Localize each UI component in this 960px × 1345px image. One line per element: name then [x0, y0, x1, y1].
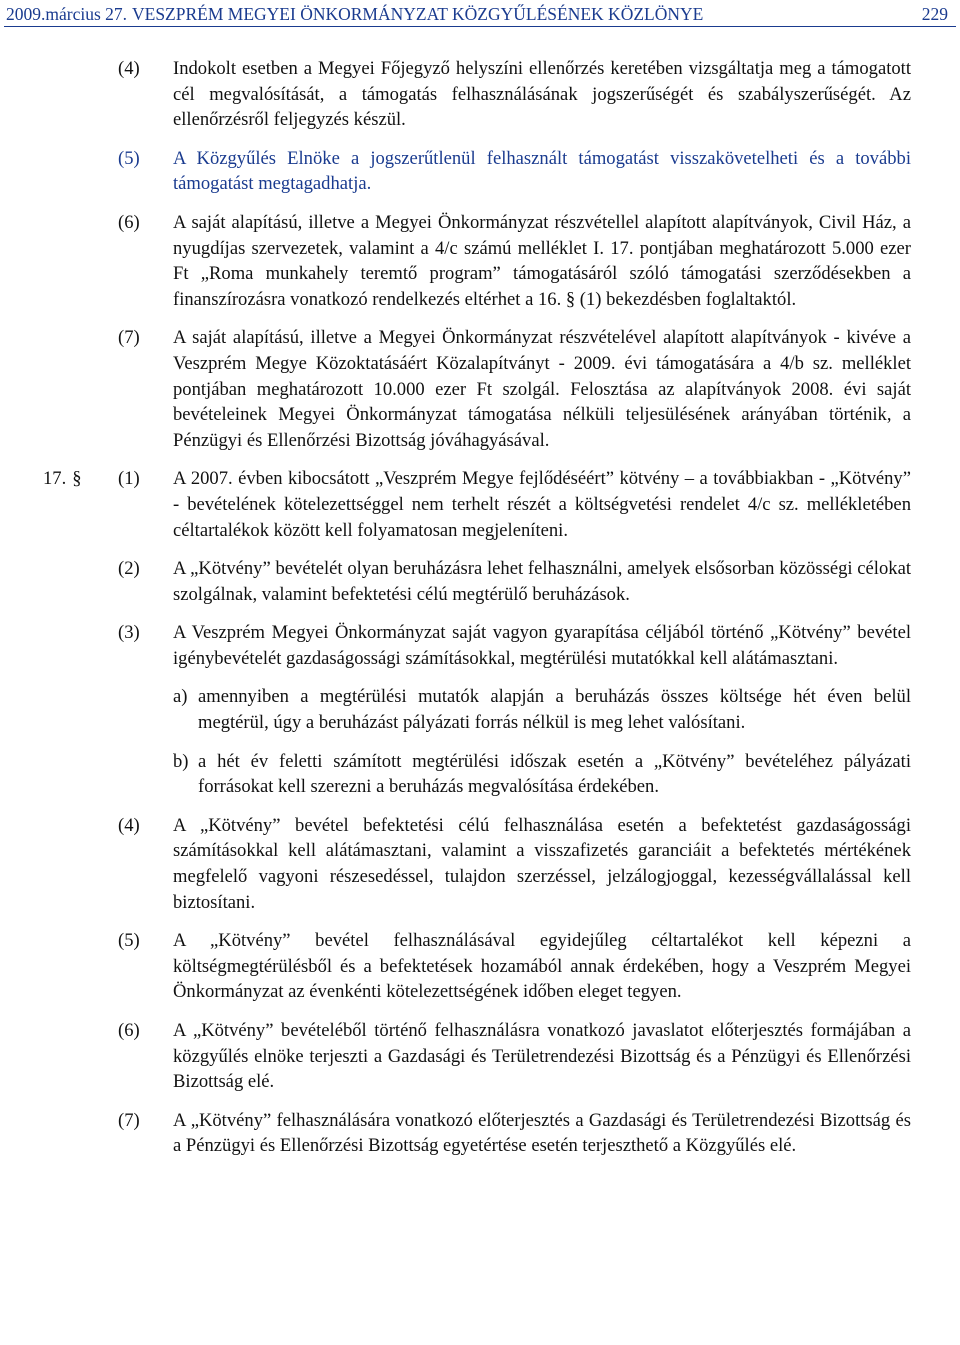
paragraph-text: A 2007. évben kibocsátott „Veszprém Megye fejlődéséért” kötvény – a továbbiakban - „Kötvény” - bevételének kötelezettséggel nem terhelt részét a költségvetési rendelet 4/c sz. mellékletében céltartalékok között kell folyamatosan megjeleníteni. — [173, 468, 911, 541]
paragraph-number: (4) — [118, 58, 140, 79]
header-date: 2009.március 27. — [6, 4, 128, 24]
paragraph-number: (3) — [118, 622, 140, 644]
paragraph-number: (5) — [118, 930, 140, 952]
paragraph-text: A „Kötvény” bevétel befektetési célú felhasználása esetén a befektetést gazdaságossági számításokkal kell alátámasztani, valamint a visszafizetés garanciáit a befektetés mértékének megfelelő vagyoni részesedéssel, tulajdon szerzéssel, jelzálogjoggal, kezességvállalással kell biztosítani. — [173, 814, 911, 913]
paragraph-number: (1) — [118, 468, 140, 490]
section-sign: § — [72, 468, 82, 490]
paragraph-number: (6) — [118, 211, 140, 233]
paragraph-16-6 — [0, 210, 960, 312]
section-number-value: 17. — [43, 468, 67, 490]
section-number — [43, 466, 82, 492]
document-body — [0, 56, 960, 1172]
paragraph-text: A saját alapítású, illetve a Megyei Önkormányzat részvétellel alapított alapítványok, Civil Ház, a nyugdíjas szervezetek, valamint a 4/c számú melléklet I. 17. pontjában meghatározott 5.000 ezer Ft „Roma munkahely teremtő program” támogatásáról szóló támogatási szerződésekben a finanszírozásra vonatkozó rendelkezés eltérhet a 16. § (1) bekezdésben foglaltaktól. — [173, 211, 911, 310]
paragraph-number: (6) — [118, 1020, 140, 1041]
paragraph-number: (2) — [118, 558, 140, 580]
paragraph-number: (4) — [118, 814, 140, 836]
paragraph-text: A Veszprém Megyei Önkormányzat saját vagyon gyarapítása céljából történő „Kötvény” bevétel igénybevételét gazdaságossági számításokkal, megtérülési mutatókkal kell alátámasztani. — [173, 622, 911, 669]
paragraph-17-4 — [0, 813, 960, 915]
paragraph-text: A saját alapítású, illetve a Megyei Önkormányzat részvételével alapított alapítványok - kivéve a Veszprém Megye Közoktatásáért Közalapítványt - 2009. évi támogatására a 4/b sz. melléklet pontjában meghatározott 10.000 ezer Ft szolgál. Felosztása az alapítványok 2008. évi saját bevételeinek Megyei Önkormányzat támogatása nélküli teljesülésének arányában történik, a Pénzügyi és Ellenőrzési Bizottság jóváhagyásával. — [173, 327, 911, 451]
subpoint-text: a hét év feletti számított megtérülési időszak esetén a „Kötvény” bevételéhez pályázati forrásokat kell szerezni a beruházás megvalósítása érdekében. — [198, 750, 911, 798]
paragraph-number: (7) — [118, 327, 140, 349]
paragraph-number: (5) — [118, 147, 140, 169]
subpoint-text: amennyiben a megtérülési mutatók alapján a beruházás összes költsége hét éven belül megtérül, úgy a beruházást pályázati forrás nélkül is meg lehet valósítani. — [198, 686, 911, 734]
paragraph-16-7 — [0, 325, 960, 453]
paragraph-16-4 — [0, 56, 960, 133]
paragraph-number: (7) — [118, 1109, 140, 1131]
header-title: VESZPRÉM MEGYEI ÖNKORMÁNYZAT KÖZGYŰLÉSÉNEK KÖZLÖNYE — [132, 4, 704, 24]
subpoint-b — [0, 749, 960, 800]
subpoint-letter: a) — [173, 686, 188, 708]
paragraph-16-5 — [0, 146, 960, 197]
paragraph-text: A „Kötvény” bevétel felhasználásával egyidejűleg céltartalékot kell képezni a költségmegtérülésből és a befektetések hozamából annak érdekében, hogy a Veszprém Megyei Önkormányzat az évenkénti kötelezettségének időben eleget tegyen. — [173, 930, 911, 1003]
header-rule — [4, 26, 956, 27]
subpoint-letter: b) — [173, 750, 189, 772]
paragraph-17-3 — [0, 620, 960, 671]
header-page-number: 229 — [921, 4, 948, 24]
paragraph-text: A Közgyűlés Elnöke a jogszerűtlenül felhasznált támogatást visszakövetelheti és a további támogatást megtagadhatja. — [173, 147, 911, 195]
paragraph-17-5 — [0, 928, 960, 1005]
paragraph-text: Indokolt esetben a Megyei Főjegyző helyszíni ellenőrzés keretében vizsgáltatja meg a támogatott cél megvalósítását, a támogatás felhasználásának jogszerűségét és szabályszerűségét. Az ellenőrzésről feljegyzés készül. — [173, 58, 911, 131]
paragraph-text: A „Kötvény” bevételéből történő felhasználásra vonatkozó javaslatot előterjesztés formájában a közgyűlés elnöke terjeszti a Gazdasági és Területrendezési Bizottság és a Pénzügyi és Ellenőrzési Bizottság elé. — [173, 1020, 911, 1093]
paragraph-17-7 — [0, 1108, 960, 1159]
paragraph-17-6 — [0, 1018, 960, 1095]
page-header — [0, 0, 960, 26]
paragraph-17-1 — [0, 466, 960, 543]
paragraph-17-2 — [0, 556, 960, 607]
paragraph-text: A „Kötvény” bevételét olyan beruházásra lehet felhasználni, amelyek elsősorban közösségi célokat szolgálnak, valamint befektetési célú megtérülő beruházások. — [173, 558, 911, 605]
paragraph-text: A „Kötvény” felhasználására vonatkozó előterjesztés a Gazdasági és Területrendezési Bizottság és a Pénzügyi és Ellenőrzési Bizottság egyetértése esetén terjeszthető a Közgyűlés elé. — [173, 1109, 911, 1157]
subpoint-a — [0, 684, 960, 735]
